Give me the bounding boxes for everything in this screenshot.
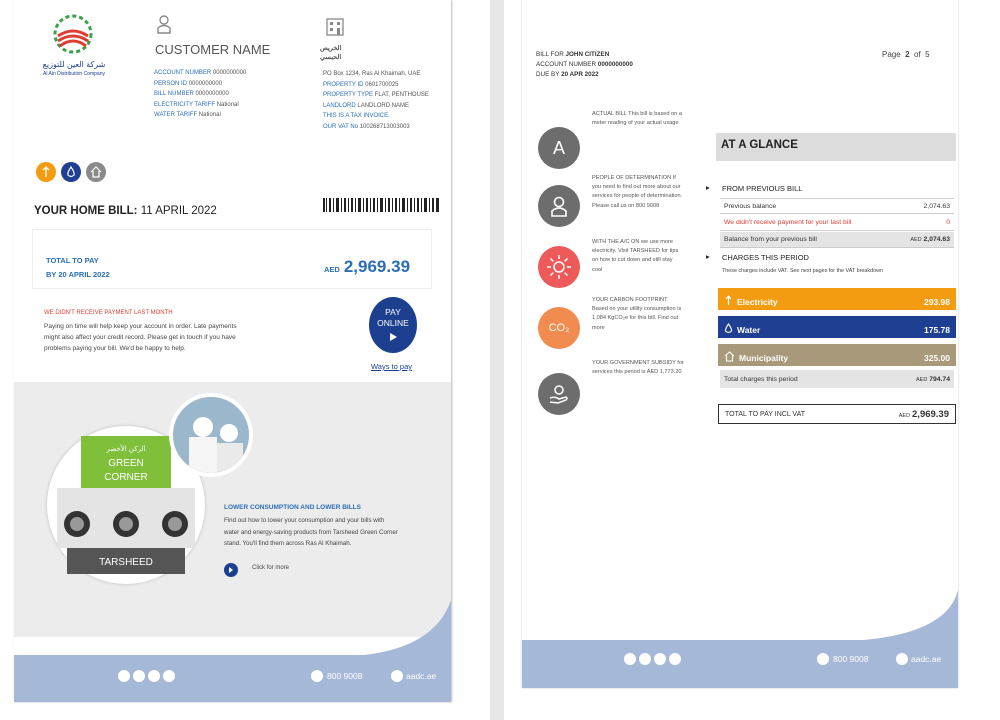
government-subsidy-text: YOUR GOVERNMENT SUBSIDY for services this period is AED 1,773.20: [592, 360, 684, 376]
municipality-value: 325.00: [924, 353, 950, 363]
due-by-label: DUE BY: [536, 71, 560, 78]
click-for-more-link[interactable]: Click for more: [252, 565, 290, 571]
twitter-icon[interactable]: [118, 670, 130, 682]
twitter-icon[interactable]: [624, 653, 636, 665]
customer-details: [154, 68, 246, 121]
bill-for-name: JOHN CITIZEN: [565, 51, 610, 58]
play-arrow-icon: [388, 332, 398, 342]
total-incl-vat-label: TOTAL TO PAY INCL VAT: [725, 410, 806, 418]
total-amount-value: 2,969.39: [343, 257, 411, 276]
facebook-icon[interactable]: [669, 653, 681, 665]
previous-balance-label: Previous balance: [724, 202, 777, 210]
total-incl-vat-currency: AED: [898, 412, 911, 419]
bill-page-1: [14, 0, 451, 702]
from-previous-bill-heading: FROM PREVIOUS BILL: [722, 184, 803, 193]
no-payment-label: We didn't receive payment for your last bill: [724, 219, 852, 226]
tarsheed-logo-text: TARSHEED: [99, 557, 153, 568]
electricity-value: 293.98: [924, 297, 950, 307]
total-incl-vat-value: 2,969.39: [912, 408, 949, 420]
total-line-1: TOTAL TO PAY: [46, 256, 99, 265]
area-line-2: الحبسي: [320, 54, 342, 61]
property-type-value: FLAT, PENTHOUSE: [374, 92, 429, 99]
landlord-label: LANDLORD: [323, 102, 356, 109]
total-amount: [324, 257, 410, 277]
bill-for-label: BILL FOR: [536, 51, 564, 58]
balance-label: Balance from your previous bill: [724, 236, 817, 243]
property-id-label: PROPERTY ID: [323, 81, 364, 88]
electricity-label: Electricity: [737, 297, 778, 307]
instagram-icon[interactable]: [654, 653, 666, 665]
bill-number-label: BILL NUMBER: [154, 91, 194, 98]
co2-icon: [538, 307, 580, 349]
total-charges-label: Total charges this period: [724, 375, 798, 383]
company-logo: [48, 12, 98, 56]
page-2-footer: [522, 640, 958, 688]
area-line-1: الخريص: [320, 45, 342, 52]
website[interactable]: aadc.ae: [406, 671, 437, 681]
property-type-label: PROPERTY TYPE: [323, 92, 374, 99]
person-icon: [156, 14, 172, 34]
corner-word: CORNER: [104, 472, 148, 483]
click-more-icon[interactable]: [224, 563, 238, 577]
bill-page-2: [522, 0, 958, 688]
page-separator: [490, 0, 504, 720]
person-id-label: PERSON ID: [154, 80, 188, 87]
due-by-date: 20 APR 2022: [561, 71, 599, 78]
landlord-value: LANDLORD NAME: [357, 102, 410, 109]
bullet-icon: ▸: [706, 183, 710, 192]
area-name-arabic: [320, 44, 341, 62]
electricity-icon: [36, 162, 56, 182]
account-value: 0000000000: [212, 70, 247, 76]
footer-curve: [14, 600, 451, 656]
balance-row: [720, 232, 954, 248]
previous-balance-value: 2,074.63: [923, 202, 950, 210]
customer-name: CUSTOMER NAME: [155, 42, 271, 57]
water-row: [718, 316, 956, 338]
subsidy-hand-icon: [538, 373, 580, 415]
property-details: [323, 69, 429, 133]
electricity-tariff-value: National: [216, 101, 239, 108]
water-label: Water: [737, 325, 761, 335]
web-icon: [896, 653, 908, 665]
co2-label: CO₂: [548, 322, 570, 334]
people-of-determination-icon: [538, 185, 580, 227]
youtube-icon[interactable]: [639, 653, 651, 665]
page-of: of: [914, 50, 921, 59]
company-name-arabic: شركة العين للتوزيع: [42, 60, 106, 69]
electricity-row: [718, 288, 956, 310]
phone-number[interactable]: 800 9008: [327, 671, 363, 681]
tax-invoice-note: THIS IS A TAX INVOICE.: [323, 113, 390, 120]
total-charges-currency: AED: [916, 376, 928, 383]
web-icon: [391, 670, 403, 682]
footer-curve: [522, 590, 958, 641]
total-charges-row: [720, 370, 954, 388]
green-word: GREEN: [108, 458, 144, 469]
water-tariff-value: National: [198, 112, 221, 119]
home-bill-label: YOUR HOME BILL:: [34, 205, 138, 217]
social-icons: [118, 670, 175, 682]
actual-bill-icon: [538, 127, 580, 169]
phone-icon: [817, 653, 829, 665]
total-incl-vat-box: [718, 404, 956, 424]
municipality-label: Municipality: [739, 353, 789, 363]
property-id-value: 0601700025: [365, 81, 399, 88]
charges-this-period-heading: CHARGES THIS PERIOD: [722, 253, 809, 262]
balance-currency: AED: [910, 237, 922, 243]
people-of-determination-text: PEOPLE OF DETERMINATION If you need to find out more about our services for people of determination. Please call us on 800 9008: [592, 175, 683, 209]
sun-icon: [538, 246, 580, 288]
vat-label: OUR VAT No: [323, 123, 359, 130]
vat-value: 100268713003003: [359, 123, 410, 130]
municipality-icon: [86, 162, 106, 182]
barcode: [323, 198, 439, 212]
electricity-plug-icon: [724, 295, 733, 306]
pay-online-line-1: PAY: [385, 307, 401, 317]
account-number-value: 0000000000: [597, 61, 633, 68]
website[interactable]: aadc.ae: [911, 654, 942, 664]
page-1-footer: [14, 655, 451, 702]
missed-payment-title: WE DIDN'T RECEIVE PAYMENT LAST MONTH: [44, 310, 173, 316]
charges-note: These charges include VAT. See next pages for the VAT breakdown: [722, 268, 884, 274]
bullet-icon: ▸: [706, 252, 710, 261]
municipality-house-icon: [724, 351, 735, 362]
total-due-date: BY 20 APRIL 2022: [46, 270, 110, 279]
bill-for-block: [536, 50, 633, 80]
ac-tip-text: WITH THE A/C ON we use more electricity. Visit TARSHEED for tips on how to cut down and still stay cool: [592, 239, 679, 273]
missed-payment-body: Paying on time will help keep your account in order. Late payments might also affect your credit record. Please get in touch if you have problems paying your bill. We'd be happy to help.: [44, 323, 237, 352]
page-indicator: [882, 50, 930, 59]
municipality-row: [718, 344, 956, 366]
pay-online-button[interactable]: [369, 297, 417, 353]
previous-balance-row: [720, 198, 954, 214]
instagram-icon[interactable]: [148, 670, 160, 682]
account-label: ACCOUNT NUMBER: [154, 70, 212, 76]
no-payment-row: [720, 215, 954, 231]
phone-number[interactable]: 800 9008: [833, 654, 869, 664]
actual-bill-text: ACTUAL BILL This bill is based on a meter reading of your actual usage: [592, 111, 682, 127]
at-a-glance-title: AT A GLANCE: [721, 139, 798, 151]
balance-value: 2,074.63: [923, 236, 950, 243]
lower-consumption-title: LOWER CONSUMPTION AND LOWER BILLS: [224, 504, 361, 511]
green-corner-arabic: الركن الأخضر: [106, 445, 146, 453]
home-bill-heading: [34, 205, 217, 217]
carbon-footprint-text: YOUR CARBON FOOTPRINT Based on your utility consumption is 1,084 KgCO₂e for this bill. Find out more: [592, 297, 682, 331]
water-value: 175.78: [924, 325, 950, 335]
social-icons: [624, 653, 681, 665]
people-photo: [169, 393, 253, 477]
total-currency: AED: [324, 265, 340, 274]
company-name: Al Ain Distribution Company: [43, 71, 105, 77]
phone-icon: [311, 670, 323, 682]
po-box: PO Box 1234, Ras Al Khaimah, UAE: [323, 71, 421, 77]
ways-to-pay-link[interactable]: Ways to pay: [371, 362, 412, 371]
facebook-icon[interactable]: [163, 670, 175, 682]
page-total: 5: [925, 50, 930, 59]
pay-online-line-2: ONLINE: [377, 318, 409, 328]
lower-consumption-body: Find out how to lower your consumption and your bills with water and energy-saving products from Tarsheed Green Corner stand. You'll find them across Ras Al Khaimah.: [224, 517, 398, 547]
water-drop-icon: [61, 162, 81, 182]
person-id-value: 0000000000: [188, 80, 223, 87]
actual-bill-letter: A: [552, 137, 565, 158]
page-label: Page: [882, 50, 901, 59]
account-number-label: ACCOUNT NUMBER: [536, 61, 597, 68]
home-bill-date: 11 APRIL 2022: [140, 205, 217, 217]
page-number: 2: [905, 50, 910, 59]
building-icon: [324, 14, 346, 36]
total-charges-value: 794.74: [929, 375, 950, 383]
water-tariff-label: WATER TARIFF: [154, 112, 198, 119]
total-to-pay-label: [46, 254, 110, 282]
electricity-tariff-label: ELECTRICITY TARIFF: [154, 101, 216, 108]
bill-number-value: 0000000000: [195, 91, 229, 98]
youtube-icon[interactable]: [133, 670, 145, 682]
no-payment-value: 0: [946, 219, 950, 226]
water-drop-icon: [724, 323, 733, 334]
